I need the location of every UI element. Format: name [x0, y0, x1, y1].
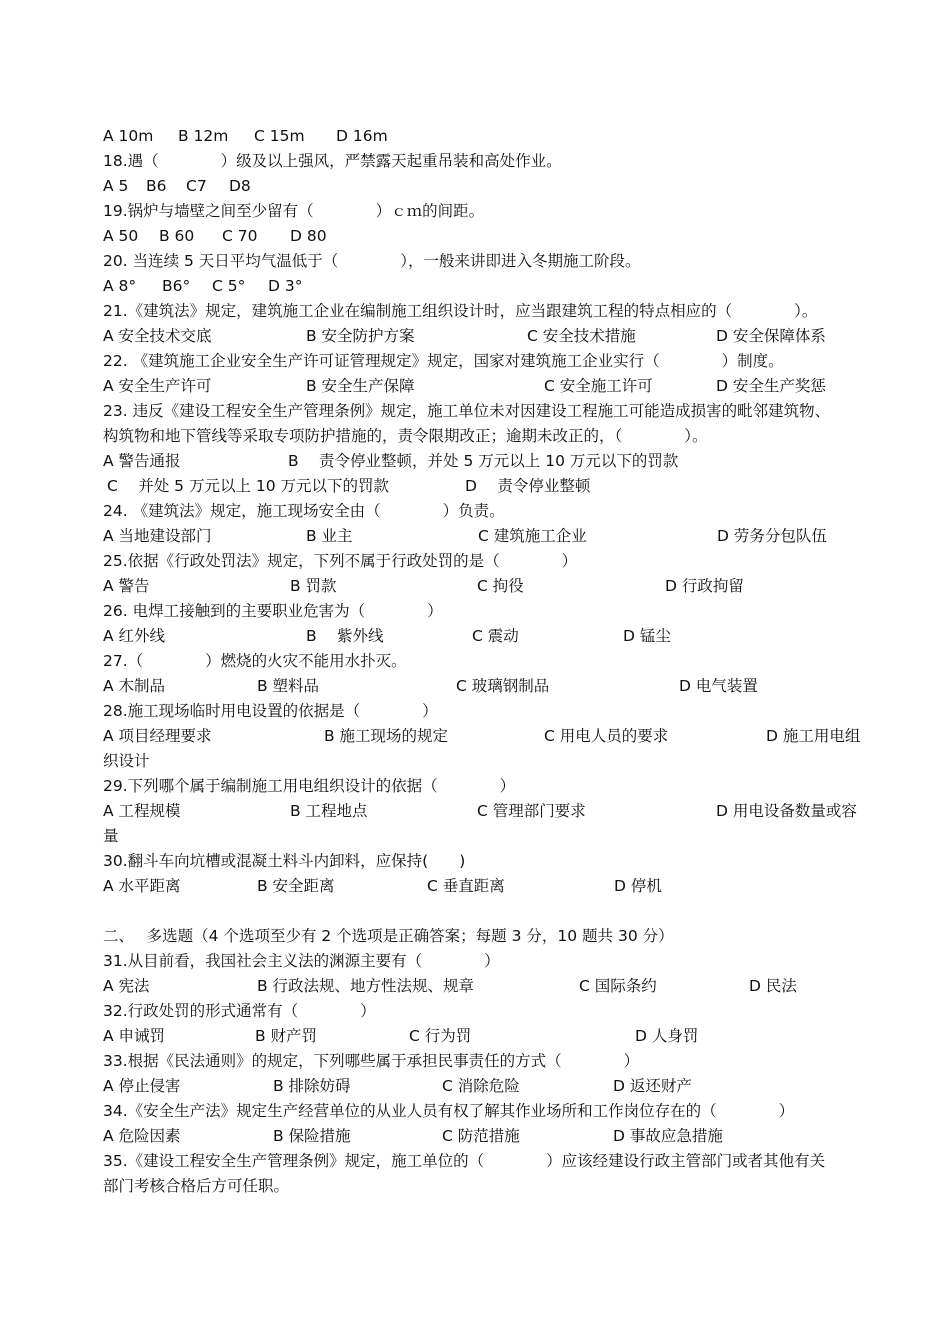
option-d: D 行政拘留 — [665, 577, 744, 595]
option-d: D 电气装置 — [679, 677, 758, 695]
section-title: 二、 多选题（4 个选项至少有 2 个选项是正确答案；每题 3 分，10 题共 30 分） — [103, 927, 674, 945]
options-line-q22 — [103, 374, 878, 399]
question-text: 31.从目前看，我国社会主义法的渊源主要有（ ） — [103, 952, 500, 970]
question-35-line-1 — [103, 1149, 878, 1174]
options-line-q20 — [103, 274, 878, 299]
question-text: 构筑物和地下管线等采取专项防护措施的，责令限期改正；逾期未改正的，（ ）。 — [103, 427, 708, 445]
option-d: D 安全保障体系 — [716, 327, 826, 345]
option-d: D 施工用电组 — [766, 727, 861, 745]
question-24 — [103, 499, 878, 524]
option-b: B 塑料品 — [257, 677, 320, 695]
option-a: A 警告通报 — [103, 452, 181, 470]
option-d: D 返还财产 — [613, 1077, 692, 1095]
question-27 — [103, 649, 878, 674]
options-line-q28 — [103, 724, 878, 749]
question-18 — [103, 149, 878, 174]
option-c: C 震动 — [472, 627, 519, 645]
question-30 — [103, 849, 878, 874]
option-b: B 业主 — [306, 527, 353, 545]
option-c: C 消除危险 — [442, 1077, 520, 1095]
question-text: 32.行政处罚的形式通常有（ ） — [103, 1002, 376, 1020]
question-text: 19.锅炉与墙壁之间至少留有（ ）ｃｍ的间距。 — [103, 202, 485, 220]
options-line-q29 — [103, 799, 878, 824]
question-text: 18.遇（ ）级及以上强风，严禁露天起重吊装和高处作业。 — [103, 152, 562, 170]
question-26 — [103, 599, 878, 624]
option-b: B 60 — [159, 227, 195, 245]
option-a: A 5 — [103, 177, 129, 195]
option-d: D 安全生产奖惩 — [716, 377, 826, 395]
option-c: C 70 — [222, 227, 258, 245]
question-23-line-2 — [103, 424, 878, 449]
option-c: C 拘役 — [477, 577, 524, 595]
question-28 — [103, 699, 878, 724]
option-d-continued: 织设计 — [103, 752, 150, 770]
options-line-q23-ab — [103, 449, 878, 474]
option-b: B 保险措施 — [273, 1127, 351, 1145]
option-d: D 用电设备数量或容 — [716, 802, 857, 820]
option-d: D 民法 — [749, 977, 797, 995]
options-line-q19 — [103, 224, 878, 249]
question-20 — [103, 249, 878, 274]
option-d: D8 — [229, 177, 251, 195]
option-d: D 80 — [290, 227, 327, 245]
option-b: B 排除妨碍 — [273, 1077, 351, 1095]
option-a: A 8° — [103, 277, 137, 295]
option-b: B 安全生产保障 — [306, 377, 415, 395]
option-a: A 50 — [103, 227, 139, 245]
options-line-q21 — [103, 324, 878, 349]
options-line-q29-wrap — [103, 824, 878, 849]
question-34 — [103, 1099, 878, 1124]
option-b: B 安全距离 — [257, 877, 335, 895]
option-a: A 停止侵害 — [103, 1077, 181, 1095]
question-text: 23. 违反《建设工程安全生产管理条例》规定，施工单位未对因建设工程施工可能造成损害的毗邻建筑物、 — [103, 402, 831, 420]
option-b: B 行政法规、地方性法规、规章 — [257, 977, 475, 995]
option-c: C 15m — [254, 127, 305, 145]
option-a: A 红外线 — [103, 627, 166, 645]
question-text: 部门考核合格后方可任职。 — [103, 1177, 290, 1195]
option-b: B 财产罚 — [255, 1027, 318, 1045]
option-a: A 水平距离 — [103, 877, 181, 895]
options-line-q28-wrap — [103, 749, 878, 774]
option-a: A 工程规模 — [103, 802, 181, 820]
question-text: 35.《建设工程安全生产管理条例》规定，施工单位的（ ）应该经建设行政主管部门或者其他有关 — [103, 1152, 826, 1170]
option-c: C 5° — [212, 277, 246, 295]
option-d-continued: 量 — [103, 827, 119, 845]
option-c: C 用电人员的要求 — [544, 727, 669, 745]
option-c: C 国际条约 — [579, 977, 657, 995]
document-page — [103, 124, 878, 1199]
option-c: C 行为罚 — [409, 1027, 472, 1045]
option-b: B 施工现场的规定 — [324, 727, 449, 745]
option-b: B6° — [162, 277, 191, 295]
question-22 — [103, 349, 878, 374]
option-a: A 宪法 — [103, 977, 150, 995]
question-text: 22. 《建筑施工企业安全生产许可证管理规定》规定，国家对建筑施工企业实行（ ）制度。 — [103, 352, 784, 370]
options-line-q18 — [103, 174, 878, 199]
question-text: 34.《安全生产法》规定生产经营单位的从业人员有权了解其作业场所和工作岗位存在的（ ） — [103, 1102, 795, 1120]
option-d: D 16m — [336, 127, 388, 145]
option-c: C 并处 5 万元以上 10 万元以下的罚款 — [107, 477, 390, 495]
option-c: C 管理部门要求 — [477, 802, 586, 820]
option-b: B 工程地点 — [290, 802, 368, 820]
question-23-line-1 — [103, 399, 878, 424]
question-text: 30.翻斗车向坑槽或混凝土料斗内卸料，应保持( ) — [103, 852, 466, 870]
section-heading-multiple-choice — [103, 924, 878, 949]
option-d: D 锰尘 — [623, 627, 671, 645]
options-line-q26 — [103, 624, 878, 649]
options-line-q31 — [103, 974, 878, 999]
option-a: A 木制品 — [103, 677, 166, 695]
option-a: A 危险因素 — [103, 1127, 181, 1145]
question-31 — [103, 949, 878, 974]
option-c: C 安全技术措施 — [527, 327, 636, 345]
options-line-q25 — [103, 574, 878, 599]
question-text: 29.下列哪个属于编制施工用电组织设计的依据（ ） — [103, 777, 516, 795]
option-d: D 责令停业整顿 — [465, 477, 591, 495]
option-a: A 安全生产许可 — [103, 377, 212, 395]
options-line-q17 — [103, 124, 878, 149]
options-line-q27 — [103, 674, 878, 699]
option-a: A 申诫罚 — [103, 1027, 166, 1045]
options-line-q24 — [103, 524, 878, 549]
question-text: 20. 当连续 5 天日平均气温低于（ ），一般来讲即进入冬期施工阶段。 — [103, 252, 641, 270]
question-29 — [103, 774, 878, 799]
option-b: B 安全防护方案 — [306, 327, 415, 345]
section-spacer — [103, 899, 878, 924]
option-a: A 项目经理要求 — [103, 727, 212, 745]
option-c: C7 — [186, 177, 207, 195]
option-a: A 10m — [103, 127, 154, 145]
option-b: B 12m — [178, 127, 229, 145]
options-line-q23-cd — [103, 474, 878, 499]
question-text: 24. 《建筑法》规定，施工现场安全由（ ）负责。 — [103, 502, 505, 520]
question-25 — [103, 549, 878, 574]
option-d: D 人身罚 — [635, 1027, 699, 1045]
option-d: D 3° — [268, 277, 303, 295]
option-d: D 停机 — [614, 877, 662, 895]
option-d: D 事故应急措施 — [613, 1127, 723, 1145]
question-19 — [103, 199, 878, 224]
options-line-q33 — [103, 1074, 878, 1099]
options-line-q34 — [103, 1124, 878, 1149]
option-c: C 安全施工许可 — [544, 377, 653, 395]
option-c: C 玻璃钢制品 — [456, 677, 550, 695]
question-text: 28.施工现场临时用电设置的依据是（ ） — [103, 702, 438, 720]
question-32 — [103, 999, 878, 1024]
question-text: 33.根据《民法通则》的规定，下列哪些属于承担民事责任的方式（ ） — [103, 1052, 640, 1070]
question-35-line-2 — [103, 1174, 878, 1199]
option-a: A 警告 — [103, 577, 150, 595]
option-b: B 紫外线 — [306, 627, 384, 645]
question-text: 25.依据《行政处罚法》规定，下列不属于行政处罚的是（ ） — [103, 552, 578, 570]
options-line-q32 — [103, 1024, 878, 1049]
options-line-q30 — [103, 874, 878, 899]
option-b: B6 — [146, 177, 167, 195]
question-text: 27.（ ）燃烧的火灾不能用水扑灭。 — [103, 652, 407, 670]
option-b: B 罚款 — [290, 577, 337, 595]
option-d: D 劳务分包队伍 — [717, 527, 827, 545]
option-a: A 安全技术交底 — [103, 327, 212, 345]
question-text: 21.《建筑法》规定，建筑施工企业在编制施工组织设计时，应当跟建筑工程的特点相应的（ ）。 — [103, 302, 818, 320]
option-c: C 垂直距离 — [427, 877, 505, 895]
question-21 — [103, 299, 878, 324]
question-33 — [103, 1049, 878, 1074]
option-c: C 防范措施 — [442, 1127, 520, 1145]
option-c: C 建筑施工企业 — [478, 527, 587, 545]
option-b: B 责令停业整顿，并处 5 万元以上 10 万元以下的罚款 — [288, 452, 679, 470]
option-a: A 当地建设部门 — [103, 527, 212, 545]
question-text: 26. 电焊工接触到的主要职业危害为（ ） — [103, 602, 443, 620]
